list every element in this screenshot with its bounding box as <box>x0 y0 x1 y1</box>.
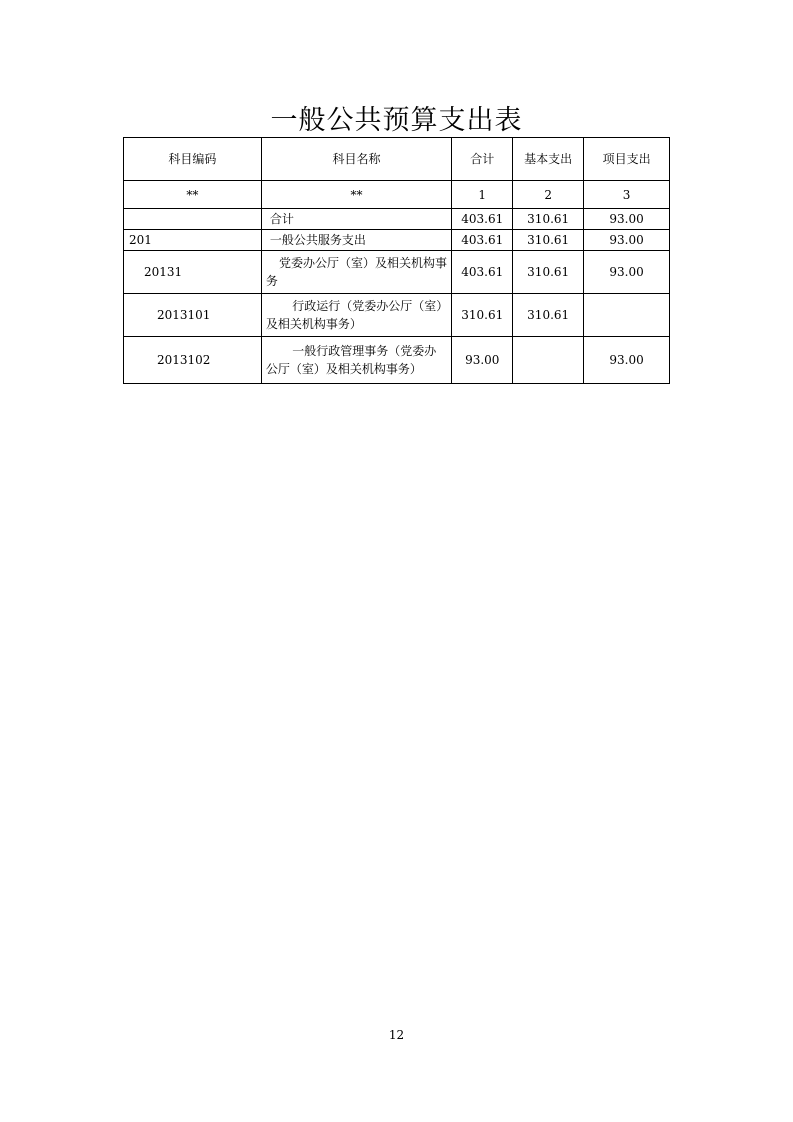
expenditure-table <box>123 137 670 384</box>
code-cell: 201 <box>124 230 262 251</box>
name-cell: 党委办公厅（室）及相关机构事务 <box>261 251 451 294</box>
table-row <box>124 337 670 384</box>
page-title: 一般公共预算支出表 <box>270 105 523 136</box>
header-project: 项目支出 <box>584 138 670 181</box>
index-cell: 1 <box>452 181 513 209</box>
table-header-row <box>124 138 670 181</box>
total-cell: 403.61 <box>452 209 513 230</box>
basic-cell: 310.61 <box>513 230 584 251</box>
index-cell: ** <box>261 181 451 209</box>
index-cell: ** <box>124 181 262 209</box>
name-cell: 合计 <box>261 209 451 230</box>
table-index-row <box>124 181 670 209</box>
header-code: 科目编码 <box>124 138 262 181</box>
total-cell: 403.61 <box>452 251 513 294</box>
basic-cell: 310.61 <box>513 251 584 294</box>
basic-cell <box>513 337 584 384</box>
header-basic: 基本支出 <box>513 138 584 181</box>
code-cell <box>124 209 262 230</box>
table-row <box>124 230 670 251</box>
code-cell: 20131 <box>124 251 262 294</box>
header-name: 科目名称 <box>261 138 451 181</box>
name-cell: 一般公共服务支出 <box>261 230 451 251</box>
page-number: 12 <box>388 1028 405 1042</box>
index-cell: 3 <box>584 181 670 209</box>
header-total: 合计 <box>452 138 513 181</box>
basic-cell: 310.61 <box>513 209 584 230</box>
total-cell: 310.61 <box>452 294 513 337</box>
name-cell: 行政运行（党委办公厅（室）及相关机构事务） <box>261 294 451 337</box>
code-cell: 2013101 <box>124 294 262 337</box>
code-cell: 2013102 <box>124 337 262 384</box>
total-cell: 403.61 <box>452 230 513 251</box>
total-cell: 93.00 <box>452 337 513 384</box>
project-cell <box>584 294 670 337</box>
project-cell: 93.00 <box>584 251 670 294</box>
project-cell: 93.00 <box>584 209 670 230</box>
project-cell: 93.00 <box>584 337 670 384</box>
project-cell: 93.00 <box>584 230 670 251</box>
basic-cell: 310.61 <box>513 294 584 337</box>
index-cell: 2 <box>513 181 584 209</box>
name-cell: 一般行政管理事务（党委办公厅（室）及相关机构事务） <box>261 337 451 384</box>
table-row <box>124 294 670 337</box>
table-row <box>124 209 670 230</box>
table-row <box>124 251 670 294</box>
